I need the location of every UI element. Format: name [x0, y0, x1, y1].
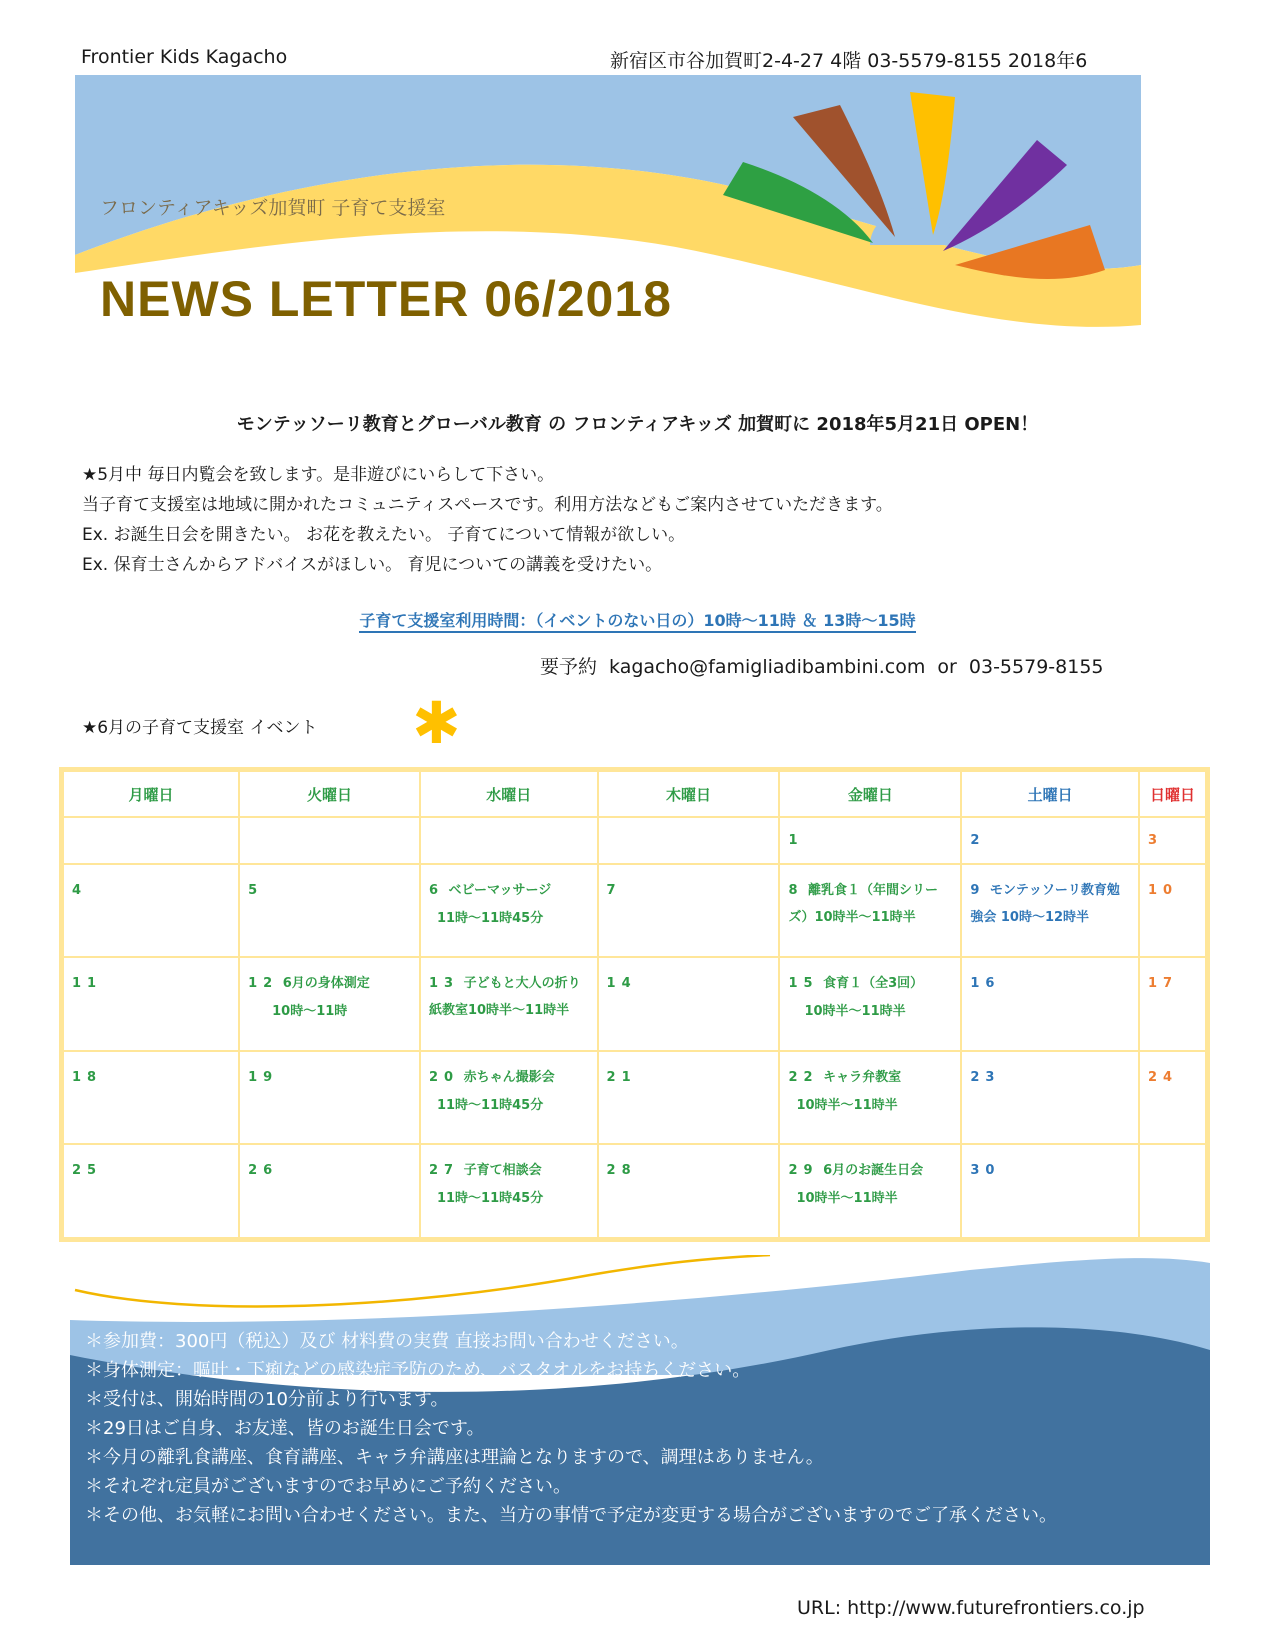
note-line: ＊その他、お気軽にお問い合わせください。また、当方の事情で予定が変更する場合がございますのでご了承ください。 [85, 1505, 1057, 1526]
day-number: 26 [248, 1163, 279, 1179]
day-cell [779, 1051, 961, 1145]
day-number: 11 [72, 976, 103, 992]
website-url[interactable]: URL: http://www.futurefrontiers.co.jp [797, 1597, 1145, 1619]
day-number: 6 [428, 882, 444, 898]
day-number: 22 [788, 1069, 819, 1085]
day-cell [420, 817, 598, 864]
header-address: 新宿区市谷加賀町2-4-27 4階 03-5579-8155 2018年6 [610, 50, 1088, 72]
calendar-header-row [62, 770, 1208, 818]
asterisk-icon: ✱ [412, 689, 461, 757]
event-time: 10時半～11時半 [796, 1097, 898, 1113]
day-number: 29 [788, 1163, 819, 1179]
day-cell [961, 817, 1139, 864]
events-heading: ★6月の子育て支援室 イベント [82, 718, 318, 738]
day-cell [779, 817, 961, 864]
calendar-week-row [62, 1144, 1208, 1239]
day-cell [62, 1144, 240, 1239]
day-cell [239, 1144, 420, 1239]
event-title: 子育て相談会 [463, 1163, 542, 1179]
intro-line: 当子育て支援室は地域に開かれたコミュニティスペースです。利用方法などもご案内させていただきます。 [82, 495, 893, 515]
calendar-week-row [62, 1051, 1208, 1145]
event-title: 6月の身体測定 [282, 976, 370, 992]
day-number: 20 [428, 1069, 460, 1085]
day-cell [62, 1051, 240, 1145]
note-line: ＊それぞれ定員がございますのでお早めにご予約ください。 [85, 1476, 571, 1497]
note-line: ＊参加費：300円（税込）及び 材料費の実費 直接お問い合わせください。 [85, 1331, 689, 1352]
day-number: 4 [72, 882, 88, 898]
intro-line: Ex. お誕生日会を開きたい。 お花を教えたい。 子育てについて情報が欲しい。 [82, 525, 686, 545]
day-number: 21 [606, 1069, 637, 1085]
day-number: 13 [428, 976, 460, 992]
day-number: 1 [788, 833, 804, 848]
header-org-name: Frontier Kids Kagacho [81, 46, 288, 68]
day-number: 7 [606, 882, 622, 898]
day-cell [598, 1144, 780, 1239]
day-cell [420, 864, 598, 958]
calendar-week-row [62, 957, 1208, 1051]
weekday-header: 日曜日 [1139, 770, 1208, 818]
newsletter-title: NEWS LETTER 06/2018 [100, 271, 672, 327]
calendar-week-row [62, 817, 1208, 864]
day-cell [779, 864, 961, 958]
day-cell [598, 957, 780, 1051]
day-cell [779, 1144, 961, 1239]
hours-notice [0, 608, 1275, 631]
weekday-header: 月曜日 [62, 770, 240, 818]
note-line: ＊受付は、開始時間の10分前より行います。 [85, 1389, 449, 1410]
day-cell [961, 957, 1139, 1051]
day-cell [62, 957, 240, 1051]
day-number: 15 [788, 976, 819, 992]
day-number: 3 [1147, 833, 1163, 848]
day-number: 17 [1147, 976, 1179, 992]
day-number: 30 [970, 1163, 1001, 1179]
day-cell [961, 864, 1139, 958]
event-title: 6月のお誕生日会 [823, 1163, 924, 1179]
event-title: ベビーマッサージ [448, 882, 552, 898]
day-number: 16 [970, 976, 1001, 992]
day-number: 27 [428, 1163, 460, 1179]
event-time: 11時～11時45分 [436, 910, 544, 926]
day-number: 12 [248, 976, 279, 992]
day-cell [239, 1051, 420, 1145]
day-number: 19 [248, 1069, 279, 1085]
day-cell [420, 1051, 598, 1145]
calendar-week-row [62, 864, 1208, 958]
day-number: 8 [788, 882, 804, 898]
event-time: 10時～11時 [272, 1004, 348, 1020]
opening-announcement: モンテッソーリ教育とグローバル教育 の フロンティアキッズ 加賀町に 2018年5月21日 OPEN！ [236, 414, 1039, 435]
weekday-header: 金曜日 [779, 770, 961, 818]
day-cell [961, 1144, 1139, 1239]
contact-line: 要予約 kagacho@famigliadibambini.com or 03-5579-8155 [540, 656, 1104, 678]
note-line: ＊29日はご自身、お友達、皆のお誕生日会です。 [85, 1418, 485, 1439]
event-time: 11時～11時45分 [436, 1191, 544, 1207]
weekday-header: 水曜日 [420, 770, 598, 818]
event-title: 赤ちゃん撮影会 [463, 1069, 555, 1085]
day-cell [1139, 817, 1208, 864]
day-number: 10 [1147, 882, 1179, 898]
day-cell [598, 1051, 780, 1145]
day-cell [62, 817, 240, 864]
day-cell [598, 864, 780, 958]
day-number: 25 [72, 1163, 103, 1179]
day-cell [598, 817, 780, 864]
intro-line: Ex. 保育士さんからアドバイスがほしい。 育児についての講義を受けたい。 [82, 555, 663, 575]
weekday-header: 土曜日 [961, 770, 1139, 818]
day-cell [961, 1051, 1139, 1145]
day-cell [1139, 864, 1208, 958]
note-line: ＊身体測定：嘔吐・下痢などの感染症予防のため、バスタオルをお持ちください。 [85, 1360, 751, 1381]
day-cell [420, 957, 598, 1051]
event-title: キャラ弁教室 [823, 1069, 902, 1085]
day-cell [779, 957, 961, 1051]
day-cell [239, 864, 420, 958]
day-cell [1139, 1144, 1208, 1239]
day-cell [1139, 1051, 1208, 1145]
event-title: モンテッソーリ教育勉強会 10時～12時半 [970, 882, 1120, 925]
day-cell [239, 957, 420, 1051]
weekday-header: 火曜日 [239, 770, 420, 818]
day-number: 5 [248, 882, 264, 898]
day-number: 28 [606, 1163, 637, 1179]
footer-gold-line [75, 1255, 770, 1306]
intro-line: ★5月中 毎日内覧会を致します。是非遊びにいらして下さい。 [82, 465, 555, 485]
day-cell [420, 1144, 598, 1239]
event-title: 子どもと大人の折り紙教室10時半～11時半 [428, 976, 581, 1019]
hours-text: 子育て支援室利用時間：（イベントのない日の）10時～11時 ＆ 13時～15時 [359, 611, 915, 633]
event-time: 10時半～11時半 [796, 1191, 898, 1207]
event-calendar [59, 767, 1210, 1242]
day-number: 23 [970, 1069, 1001, 1085]
event-time: 11時～11時45分 [436, 1097, 544, 1113]
day-number: 18 [72, 1069, 103, 1085]
day-cell [62, 864, 240, 958]
event-title: 食育１（全3回） [823, 976, 924, 992]
weekday-header: 木曜日 [598, 770, 780, 818]
day-number: 9 [970, 882, 986, 898]
banner-subtitle: フロンティアキッズ加賀町 子育て支援室 [100, 197, 446, 219]
day-number: 14 [606, 976, 637, 992]
day-cell [1139, 957, 1208, 1051]
event-time: 10時半～11時半 [804, 1004, 906, 1020]
day-number: 24 [1147, 1069, 1179, 1085]
note-line: ＊今月の離乳食講座、食育講座、キャラ弁講座は理論となりますので、調理はありません。 [85, 1447, 824, 1468]
event-title: 離乳食１（年間シリーズ）10時半～11時半 [788, 882, 939, 925]
day-cell [239, 817, 420, 864]
day-number: 2 [970, 833, 986, 848]
